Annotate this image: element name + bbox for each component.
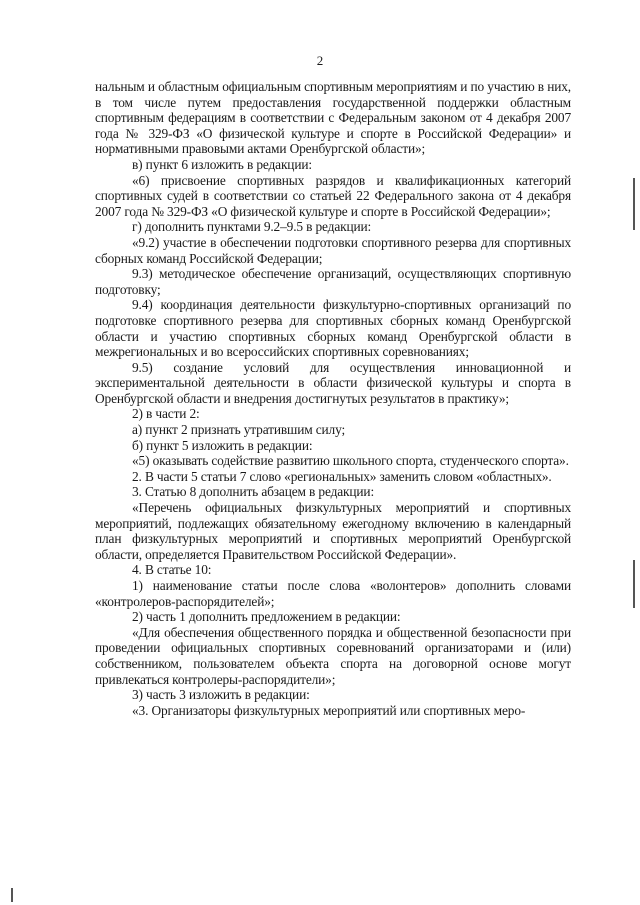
paragraph: в) пункт 6 изложить в редакции: [132,156,312,172]
paragraph: «Для обеспечения общественного порядка и общественной безопасности при проведении официальных спортивных соревнований организаторами и (или) собственником, пользователем объекта спорта на договорной основе могут привлекаться контролеры-распорядители»; [95,624,571,687]
paragraph: «Перечень официальных физкультурных мероприятий и спортивных мероприятий, подлежащих обязательному ежегодному включению в календарный план физкультурных мероприятий и спортивных мероприятий Оренбургской области, определяется Правительством Российской Федерации». [95,500,571,562]
paragraph: г) дополнить пунктами 9.2–9.5 в редакции: [132,219,372,235]
scan-mark [11,888,13,902]
scan-mark [633,178,635,230]
paragraph: 2) часть 1 дополнить предложением в редакции: [132,609,401,625]
paragraph: 3) часть 3 изложить в редакции: [132,687,310,703]
paragraph: нальным и областным официальным спортивным мероприятиям и по участию в них, в том числе путем предоставления государственной поддержки областным спортивным федерациям в соответствии с Федеральным законом от 4 декабря 2007 года № 329-ФЗ «О физической культуре и спорте в Российской Федерации» и нормативными правовыми актами Оренбургской области»; [95,79,571,157]
paragraph: а) пункт 2 признать утратившим силу; [132,422,346,438]
paragraph: «5) оказывать содействие развитию школьного спорта, студенческого спорта». [132,453,569,469]
paragraph: «6) присвоение спортивных разрядов и квалификационных категорий спортивных судей в соответствии со статьей 22 Федерального закона от 4 декабря 2007 года № 329-ФЗ «О физической культуре и спорте в Российской Федерации»; [95,172,571,219]
document-body [95,79,571,718]
paragraph: 9.5) создание условий для осуществления инновационной и экспериментальной деятельности в области физической культуры и спорта в Оренбургской области и внедрения достигнутых результатов в практику»; [95,359,571,406]
paragraph: б) пункт 5 изложить в редакции: [132,437,313,453]
paragraph: «9.2) участие в обеспечении подготовки спортивного резерва для спортивных сборных команд Российской Федерации; [95,234,571,266]
page-number: 2 [316,53,324,68]
paragraph: 1) наименование статьи после слова «волонтеров» дополнить словами «контролеров-распорядителей»; [95,578,571,609]
paragraph: 9.3) методическое обеспечение организаций, осуществляющих спортивную подготовку; [95,266,571,297]
scan-mark [633,560,635,608]
paragraph: 9.4) координация деятельности физкультурно-спортивных организаций по подготовке спортивного резерва для спортивных сборных команд Оренбургской области и участию спортивных сборных команд Оренбургской области в межрегиональных и во всероссийских спортивных соревнованиях; [95,297,571,360]
paragraph: «3. Организаторы физкультурных мероприятий или спортивных меро- [132,702,526,718]
paragraph: 3. Статью 8 дополнить абзацем в редакции: [132,484,375,500]
paragraph: 4. В статье 10: [132,562,212,578]
paragraph: 2. В части 5 статьи 7 слово «региональных» заменить словом «областных». [132,468,552,484]
paragraph: 2) в части 2: [132,406,200,422]
